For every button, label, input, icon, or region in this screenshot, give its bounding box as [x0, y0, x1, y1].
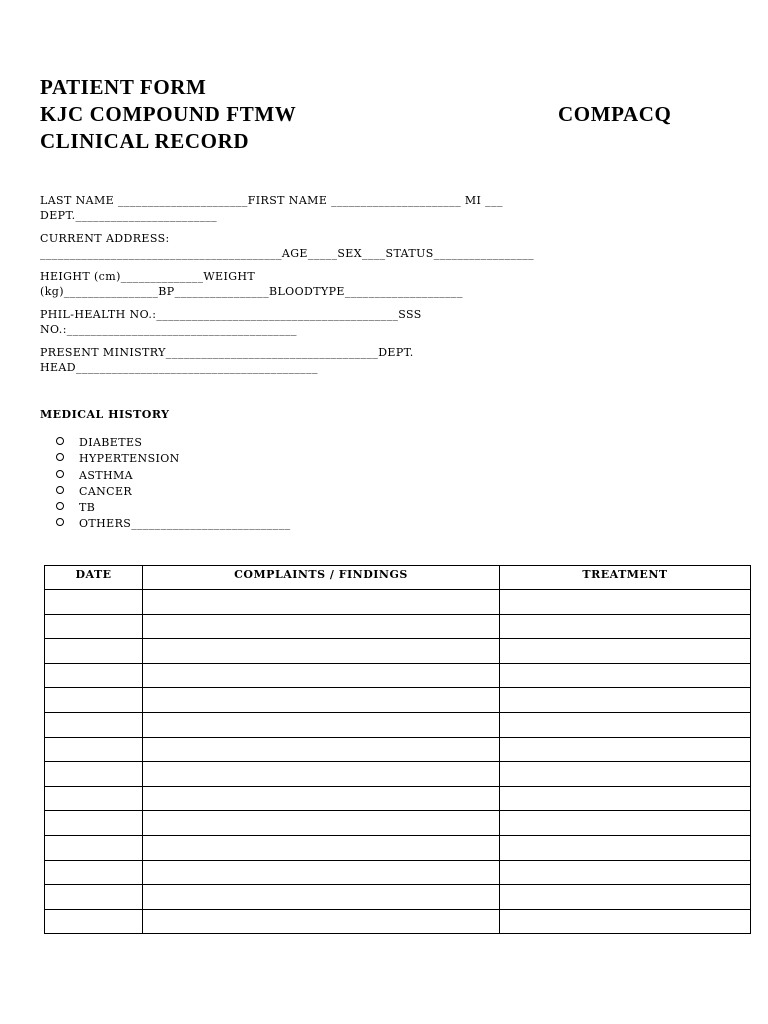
form-header	[40, 74, 720, 155]
date-cell[interactable]	[45, 639, 143, 664]
history-label: CANCER	[79, 484, 133, 498]
complaints-cell[interactable]	[143, 885, 500, 910]
column-header-complaints: COMPLAINTS / FINDINGS	[143, 566, 500, 590]
column-header-date: DATE	[45, 566, 143, 590]
history-item-tb[interactable]	[56, 500, 291, 516]
circle-checkbox-icon[interactable]	[56, 470, 64, 478]
insurance-field-group[interactable]	[40, 308, 700, 337]
table-row	[45, 835, 751, 860]
history-label: HYPERTENSION	[79, 452, 180, 466]
treatment-cell[interactable]	[500, 688, 751, 713]
compound-code: COMPACQ	[558, 102, 672, 126]
treatment-cell[interactable]	[500, 737, 751, 762]
history-label: DIABETES	[79, 436, 143, 449]
treatment-cell[interactable]	[500, 835, 751, 860]
date-cell[interactable]	[45, 835, 143, 860]
complaints-cell[interactable]	[143, 688, 500, 713]
history-item-asthma[interactable]	[56, 468, 291, 484]
complaints-cell[interactable]	[143, 786, 500, 811]
complaints-cell[interactable]	[143, 835, 500, 860]
table-row	[45, 639, 751, 664]
column-header-treatment: TREATMENT	[500, 566, 751, 590]
circle-checkbox-icon[interactable]	[56, 453, 64, 461]
treatment-cell[interactable]	[500, 614, 751, 639]
treatment-cell[interactable]	[500, 885, 751, 910]
complaints-cell[interactable]	[143, 639, 500, 664]
complaints-cell[interactable]	[143, 590, 500, 615]
height-weight-line: HEIGHT (cm)______________WEIGHT	[40, 270, 256, 283]
clinical-record-table	[44, 565, 751, 934]
treatment-cell[interactable]	[500, 590, 751, 615]
date-cell[interactable]	[45, 712, 143, 737]
circle-checkbox-icon[interactable]	[56, 486, 64, 494]
date-cell[interactable]	[45, 688, 143, 713]
table-row	[45, 590, 751, 615]
treatment-cell[interactable]	[500, 909, 751, 934]
table-row	[45, 860, 751, 885]
date-cell[interactable]	[45, 786, 143, 811]
history-item-hypertension[interactable]	[56, 451, 291, 467]
treatment-cell[interactable]	[500, 639, 751, 664]
table-row	[45, 712, 751, 737]
philhealth-line: PHIL-HEALTH NO.:_________________________________________SSS	[40, 308, 422, 321]
name-field-group[interactable]	[40, 194, 700, 223]
patient-info-fields	[40, 194, 700, 384]
medical-history-title: MEDICAL HISTORY	[40, 408, 170, 421]
date-cell[interactable]	[45, 663, 143, 688]
date-cell[interactable]	[45, 909, 143, 934]
date-cell[interactable]	[45, 811, 143, 836]
medical-history-list	[56, 435, 291, 533]
treatment-cell[interactable]	[500, 762, 751, 787]
table-row	[45, 614, 751, 639]
treatment-cell[interactable]	[500, 786, 751, 811]
complaints-cell[interactable]	[143, 762, 500, 787]
vitals-field-group[interactable]	[40, 270, 700, 299]
date-cell[interactable]	[45, 614, 143, 639]
circle-checkbox-icon[interactable]	[56, 518, 64, 526]
circle-checkbox-icon[interactable]	[56, 502, 64, 510]
table-row	[45, 909, 751, 934]
history-label: ASTHMA	[79, 468, 134, 482]
complaints-cell[interactable]	[143, 712, 500, 737]
table-row	[45, 786, 751, 811]
table-row	[45, 688, 751, 713]
compound-line	[40, 101, 720, 128]
table-body	[45, 590, 751, 934]
complaints-cell[interactable]	[143, 811, 500, 836]
complaints-cell[interactable]	[143, 614, 500, 639]
compound-name: KJC COMPOUND FTMW	[40, 102, 297, 126]
treatment-cell[interactable]	[500, 712, 751, 737]
treatment-cell[interactable]	[500, 811, 751, 836]
sss-line: NO.:_______________________________________	[40, 322, 297, 336]
complaints-cell[interactable]	[143, 737, 500, 762]
history-label: OTHERS___________________________	[79, 517, 291, 531]
ministry-field-group[interactable]	[40, 346, 700, 375]
circle-checkbox-icon[interactable]	[56, 437, 64, 445]
table-row	[45, 663, 751, 688]
date-cell[interactable]	[45, 885, 143, 910]
name-field-line: LAST NAME ______________________FIRST NAME ______________________ MI ___	[40, 194, 503, 207]
complaints-cell[interactable]	[143, 860, 500, 885]
table-row	[45, 885, 751, 910]
history-item-cancer[interactable]	[56, 484, 291, 500]
history-item-diabetes[interactable]	[56, 435, 291, 451]
weight-bp-bloodtype-line: (kg)________________BP________________BLOODTYPE____________________	[40, 284, 463, 298]
treatment-cell[interactable]	[500, 860, 751, 885]
ministry-line: PRESENT MINISTRY____________________________________DEPT.	[40, 346, 414, 359]
form-title: PATIENT FORM	[40, 75, 207, 99]
address-label: CURRENT ADDRESS:	[40, 232, 170, 245]
complaints-cell[interactable]	[143, 909, 500, 934]
history-item-others[interactable]	[56, 516, 291, 532]
address-age-sex-status-line: _________________________________________AGE_____SEX____STATUS_________________	[40, 246, 535, 260]
date-cell[interactable]	[45, 860, 143, 885]
history-label: TB	[79, 501, 96, 515]
complaints-cell[interactable]	[143, 663, 500, 688]
record-title: CLINICAL RECORD	[40, 129, 250, 153]
treatment-cell[interactable]	[500, 663, 751, 688]
table-header-row	[45, 566, 751, 590]
date-cell[interactable]	[45, 762, 143, 787]
date-cell[interactable]	[45, 737, 143, 762]
address-field-group[interactable]	[40, 232, 700, 261]
table-row	[45, 811, 751, 836]
dept-head-line: HEAD_________________________________________	[40, 360, 318, 374]
date-cell[interactable]	[45, 590, 143, 615]
table-row	[45, 737, 751, 762]
dept-field-line: DEPT.________________________	[40, 208, 218, 222]
table-row	[45, 762, 751, 787]
